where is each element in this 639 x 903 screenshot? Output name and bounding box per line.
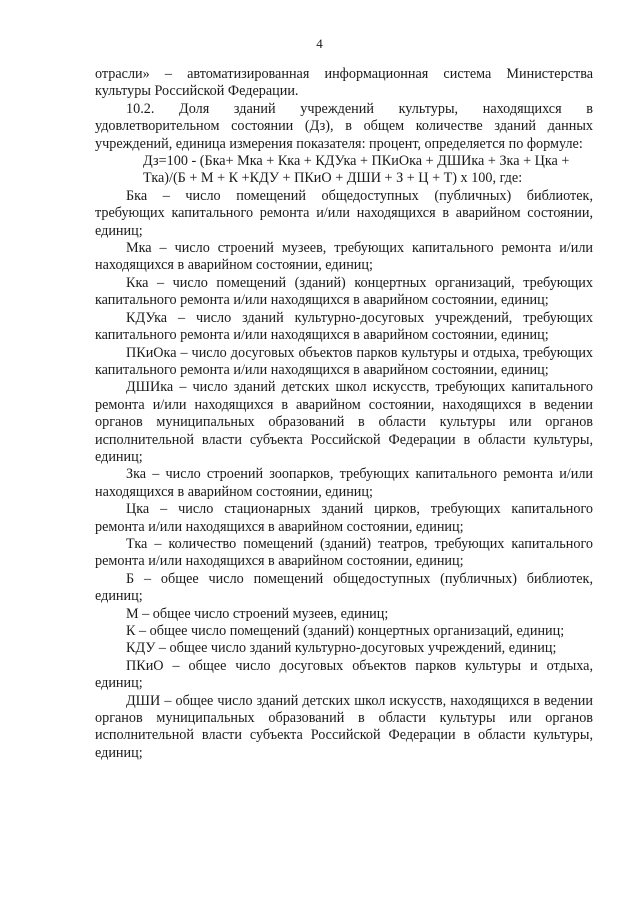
definition-tka: Тка – количество помещений (зданий) театров, требующих капитального ремонта и/или находящихся в аварийном состоянии, единиц; — [95, 535, 593, 570]
page-number: 4 — [316, 36, 323, 51]
definition-bka: Бка – число помещений общедоступных (публичных) библиотек, требующих капитального ремонта и/или находящихся в аварийном состоянии, единиц; — [95, 187, 593, 239]
definition-dshi: ДШИ – общее число зданий детских школ искусств, находящихся в ведении органов муниципальных образований в области культуры или органов исполнительной власти субъекта Российской Федерации в области культуры, единиц; — [95, 692, 593, 761]
definition-kdu: КДУ – общее число зданий культурно-досуговых учреждений, единиц; — [126, 640, 557, 657]
definition-m: М – общее число строений музеев, единиц; — [126, 605, 389, 622]
definition-pkio: ПКиО – общее число досуговых объектов парков культуры и отдыха, единиц; — [95, 657, 593, 692]
definition-pkioka: ПКиОка – число досуговых объектов парков культуры и отдыха, требующих капитального ремонта и/или находящихся в аварийном состоянии, единиц; — [95, 344, 593, 378]
document-body — [95, 66, 593, 762]
paragraph-source-continuation: отрасли» – автоматизированная информационная система Министерства культуры Российской Федерации. — [95, 66, 593, 100]
definition-kka: Кка – число помещений (зданий) концертных организаций, требующих капитального ремонта и/или находящихся в аварийном состоянии, единиц; — [95, 274, 593, 309]
formula: Дз=100 - (Бка+ Мка + Кка + КДУка + ПКиОка + ДШИка + Зка + Цка + Тка)/(Б + М + К +КДУ + ПКиО + ДШИ + З + Ц + Т) х 100, где: — [143, 153, 570, 187]
definition-b: Б – общее число помещений общедоступных (публичных) библиотек, единиц; — [95, 570, 593, 605]
paragraph-indicator-definition: 10.2. Доля зданий учреждений культуры, находящихся в удовлетворительном состоянии (Дз), в общем количестве зданий данных учреждений, единица измерения показателя: процент, определяется по формуле: — [95, 100, 593, 152]
definition-dshika: ДШИка – число зданий детских школ искусств, требующих капитального ремонта и/или находящихся в аварийном состоянии, находящихся в ведении органов муниципальных образований в области культуры или органов исполнительной власти субъекта Российской Федерации в области культуры, единиц; — [95, 379, 593, 465]
definition-mka: Мка – число строений музеев, требующих капитального ремонта и/или находящихся в аварийном состоянии, единиц; — [95, 240, 593, 274]
definition-k: К – общее число помещений (зданий) концертных организаций, единиц; — [126, 623, 565, 639]
definition-zka: Зка – число строений зоопарков, требующих капитального ремонта и/или находящихся в аварийном состоянии, единиц; — [95, 466, 593, 500]
definition-tska: Цка – число стационарных зданий цирков, требующих капитального ремонта и/или находящихся в аварийном состоянии, единиц; — [95, 501, 593, 535]
definition-kduka: КДУка – число зданий культурно-досуговых учреждений, требующих капитального ремонта и/или находящихся в аварийном состоянии, единиц; — [95, 309, 593, 344]
